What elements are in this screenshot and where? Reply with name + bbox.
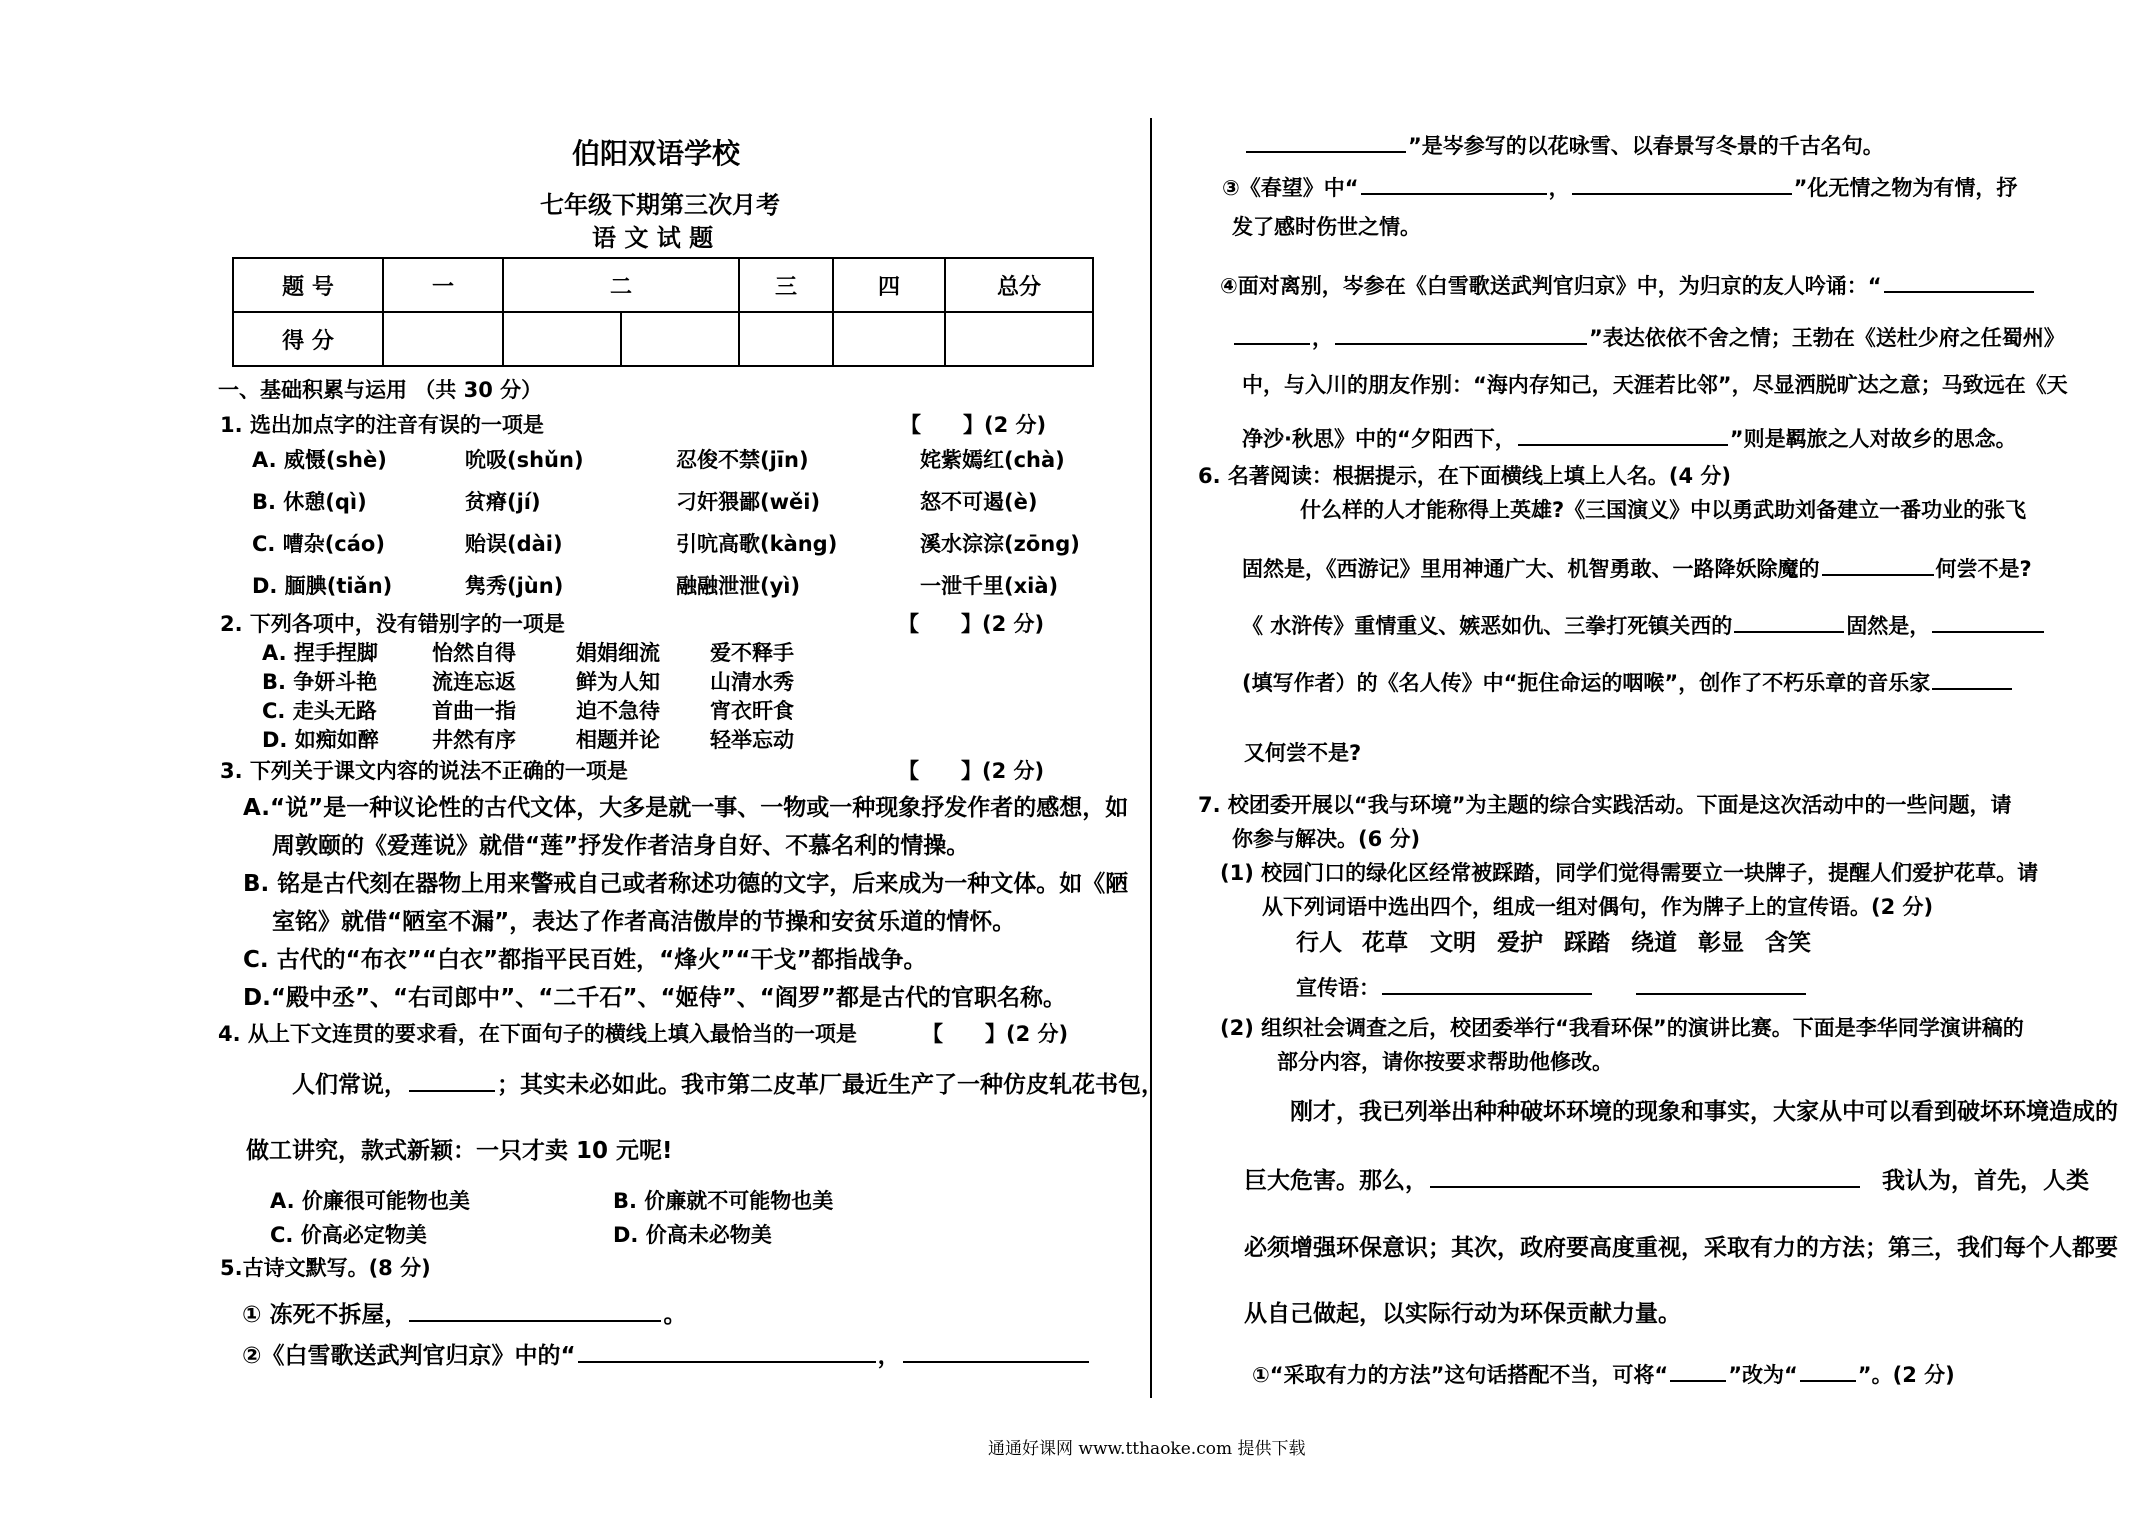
q5-cont-text2: ”化无情之物为有情，抒 bbox=[1793, 176, 2018, 200]
q5-blank-5[interactable] bbox=[1361, 175, 1547, 195]
q1-option-d2: 隽秀(jùn) bbox=[465, 574, 564, 598]
q7-fix-blank-1[interactable] bbox=[1670, 1362, 1726, 1382]
q3-option-c: C. 古代的“布衣”“白衣”都指平民百姓，“烽火”“干戈”都指战争。 bbox=[243, 947, 927, 973]
q6-line4 bbox=[1242, 670, 2014, 694]
q1-option-b2: 贫瘠(jí) bbox=[465, 490, 541, 514]
q6-blank-1[interactable] bbox=[1822, 556, 1934, 576]
q7-word-5: 踩踏 bbox=[1564, 930, 1610, 956]
q5-line2-comma: ， bbox=[877, 1343, 901, 1369]
q4-sentence-rest: ；其实未必如此。我市第二皮革厂最近生产了一种仿皮轧花书包， bbox=[497, 1072, 1164, 1098]
q5-blank-4[interactable] bbox=[1246, 133, 1406, 153]
q3-option-b-line2: 室铭》就借“陋室不漏”，表达了作者高洁傲岸的节操和安贫乐道的情怀。 bbox=[272, 909, 1016, 935]
q7-speech-line2 bbox=[1244, 1168, 2089, 1193]
q6-line3 bbox=[1242, 613, 2046, 637]
q1-option-a2: 吮吸(shǔn) bbox=[465, 448, 584, 472]
q7-speech-text2: 巨大危害。那么， bbox=[1244, 1168, 1428, 1194]
score-label: 得 分 bbox=[233, 312, 383, 366]
q7-speech-text2b: 我认为，首先，人类 bbox=[1882, 1168, 2089, 1194]
subject-title: 语 文 试 题 bbox=[592, 224, 714, 252]
q7-word-7: 彰显 bbox=[1698, 930, 1744, 956]
q5-line1-end: 。 bbox=[663, 1302, 687, 1328]
q5-cont-text1: ”是岑参写的以花咏雪、以春景写冬景的千古名句。 bbox=[1408, 134, 1884, 158]
q6-text2b: 何尝不是? bbox=[1935, 557, 2032, 581]
q2-option-c1: C. 走头无路 bbox=[262, 699, 377, 723]
q5-line2 bbox=[242, 1343, 1091, 1368]
q1-answer-bracket[interactable]: 【 】(2 分) bbox=[900, 413, 1047, 437]
score-cell-4: 四 bbox=[833, 258, 945, 312]
q1-option-d4: 一泄千里(xià) bbox=[920, 574, 1059, 598]
q2-option-d1: D. 如痴如醉 bbox=[262, 728, 379, 752]
q2-option-a4: 爱不释手 bbox=[710, 641, 794, 665]
q2-option-d4: 轻举忘动 bbox=[710, 728, 794, 752]
q7-slogan-blank-2[interactable] bbox=[1636, 975, 1806, 995]
q7-word-8: 含笑 bbox=[1765, 930, 1811, 956]
q5-cont-line2 bbox=[1222, 175, 2017, 199]
q1-stem: 1. 选出加点字的注音有误的一项是 bbox=[220, 413, 544, 437]
q7-word-6: 绕道 bbox=[1631, 930, 1677, 956]
q2-answer-bracket[interactable]: 【 】(2 分) bbox=[898, 612, 1045, 636]
q2-option-d2: 井然有序 bbox=[432, 728, 516, 752]
q7-speech-blank[interactable] bbox=[1430, 1168, 1860, 1188]
q7-stem-line1: 7. 校团委开展以“我与环境”为主题的综合实践活动。下面是这次活动中的一些问题，请 bbox=[1198, 793, 2012, 817]
q5-cont-line4 bbox=[1220, 273, 2036, 297]
score-table-header-row bbox=[233, 258, 1093, 312]
q5-line2-prompt: ②《白雪歌送武判官归京》中的“ bbox=[242, 1343, 576, 1369]
q4-sentence-line2: 做工讲究，款式新颖：一只才卖 10 元呢! bbox=[246, 1138, 673, 1164]
q7-word-4: 爱护 bbox=[1497, 930, 1543, 956]
section1-heading: 一、基础积累与运用 （共 30 分） bbox=[218, 378, 543, 402]
q2-option-b1: B. 争妍斗艳 bbox=[262, 670, 378, 694]
score-field-1[interactable] bbox=[383, 312, 503, 366]
q7-slogan-line bbox=[1296, 975, 1808, 999]
q6-text3b: 固然是， bbox=[1846, 614, 1931, 638]
q6-stem: 6. 名著阅读：根据提示，在下面横线上填上人名。(4 分) bbox=[1198, 464, 1732, 488]
q6-text3: 《 水浒传》重情重义、嫉恶如仇、三拳打死镇关西的 bbox=[1242, 614, 1733, 638]
q5-line1 bbox=[242, 1302, 686, 1327]
school-name: 伯阳双语学校 bbox=[572, 137, 741, 170]
q5-cont-line1 bbox=[1244, 133, 1884, 157]
q7-part1-line1: (1) 校园门口的绿化区经常被踩踏，同学们觉得需要立一块牌子，提醒人们爱护花草。请 bbox=[1220, 861, 2039, 885]
q6-blank-4[interactable] bbox=[1932, 670, 2012, 690]
q7-slogan-label: 宣传语： bbox=[1296, 976, 1380, 1000]
q7-word-3: 文明 bbox=[1430, 930, 1476, 956]
q2-option-b4: 山清水秀 bbox=[710, 670, 794, 694]
q7-word-1: 行人 bbox=[1296, 930, 1342, 956]
q7-fix-line bbox=[1252, 1362, 1955, 1386]
q5-cont-line5 bbox=[1232, 325, 2065, 349]
score-field-2a[interactable] bbox=[503, 312, 621, 366]
score-field-3[interactable] bbox=[739, 312, 833, 366]
q4-option-b: B. 价廉就不可能物也美 bbox=[613, 1189, 834, 1213]
q2-option-a3: 娟娟细流 bbox=[576, 641, 660, 665]
q5-blank-6[interactable] bbox=[1572, 175, 1792, 195]
q7-fix-blank-2[interactable] bbox=[1800, 1362, 1856, 1382]
q4-blank[interactable] bbox=[409, 1072, 495, 1092]
q2-option-c2: 首曲一指 bbox=[432, 699, 516, 723]
q5-stem: 5.古诗文默写。(8 分) bbox=[220, 1256, 431, 1280]
q1-option-c4: 溪水淙淙(zōng) bbox=[920, 532, 1080, 556]
q2-option-b3: 鲜为人知 bbox=[576, 670, 660, 694]
exam-title: 七年级下期第三次月考 bbox=[540, 191, 780, 219]
q1-option-c3: 引吭高歌(kàng) bbox=[676, 532, 838, 556]
q4-answer-bracket[interactable]: 【 】(2 分) bbox=[922, 1022, 1069, 1046]
q4-stem: 4. 从上下文连贯的要求看，在下面句子的横线上填入最恰当的一项是 bbox=[218, 1022, 857, 1046]
q1-option-d1: D. 腼腆(tiǎn) bbox=[252, 574, 393, 598]
q7-fix-text3: ”。(2 分) bbox=[1857, 1363, 1955, 1387]
q5-blank-3[interactable] bbox=[903, 1343, 1089, 1363]
q1-option-a4: 姹紫嫣红(chà) bbox=[920, 448, 1065, 472]
q1-option-a1: A. 威慑(shè) bbox=[252, 448, 387, 472]
q7-part1-line2: 从下列词语中选出四个，组成一组对偶句，作为牌子上的宣传语。(2 分) bbox=[1262, 895, 1934, 919]
q4-option-a: A. 价廉很可能物也美 bbox=[270, 1189, 470, 1213]
q1-option-b3: 刁奸猥鄙(wěi) bbox=[676, 490, 821, 514]
q6-line5: 又何尝不是? bbox=[1244, 741, 1362, 765]
q3-option-a-line1: A.“说”是一种议论性的古代文体，大多是就一事、一物或一种现象抒发作者的感想，如 bbox=[243, 795, 1129, 821]
q7-part2-line1: (2) 组织社会调查之后，校团委举行“我看环保”的演讲比赛。下面是李华同学演讲稿的 bbox=[1220, 1016, 2024, 1040]
q5-cont-line3: 发了感时伤世之情。 bbox=[1232, 215, 1421, 239]
q3-option-d: D.“殿中丞”、“右司郎中”、“二千石”、“姬侍”、“阎罗”都是古代的官职名称。 bbox=[243, 985, 1066, 1011]
q5-cont-text5: ”表达依依不舍之情；王勃在《送杜少府之任蜀州》 bbox=[1589, 326, 2065, 350]
q5-cont-line7 bbox=[1242, 426, 2017, 450]
q6-line2 bbox=[1242, 556, 2032, 580]
q1-option-b4: 怒不可遏(è) bbox=[920, 490, 1038, 514]
score-cell-1: 一 bbox=[383, 258, 503, 312]
q7-part2-line2: 部分内容，请你按要求帮助他修改。 bbox=[1277, 1050, 1613, 1074]
q1-option-c1: C. 嘈杂(cáo) bbox=[252, 532, 385, 556]
footer-source: 通通好课网 www.tthaoke.com 提供下载 bbox=[988, 1439, 1306, 1459]
q2-option-a2: 怡然自得 bbox=[432, 641, 516, 665]
q6-line1: 什么样的人才能称得上英雄?《三国演义》中以勇武助刘备建立一番功业的张飞 bbox=[1300, 498, 2027, 522]
q5-cont-comma2: ， bbox=[1548, 176, 1570, 200]
q6-blank-3[interactable] bbox=[1932, 613, 2044, 633]
q7-word-2: 花草 bbox=[1362, 930, 1408, 956]
q1-option-b1: B. 休憩(qì) bbox=[252, 490, 367, 514]
q5-cont-comma5: ， bbox=[1312, 326, 1333, 350]
q4-option-d: D. 价高未必物美 bbox=[613, 1223, 772, 1247]
q5-blank-10[interactable] bbox=[1518, 426, 1728, 446]
q3-stem: 3. 下列关于课文内容的说法不正确的一项是 bbox=[220, 759, 628, 783]
q4-option-c: C. 价高必定物美 bbox=[270, 1223, 427, 1247]
q4-sentence-start: 人们常说， bbox=[292, 1072, 407, 1098]
q5-line1-prompt: ① 冻死不拆屋， bbox=[242, 1302, 408, 1328]
score-table bbox=[232, 257, 1094, 367]
q5-blank-8[interactable] bbox=[1234, 325, 1310, 345]
score-cell-total: 总分 bbox=[945, 258, 1093, 312]
q3-option-b-line1: B. 铭是古代刻在器物上用来警戒自己或者称述功德的文字，后来成为一种文体。如《陋 bbox=[243, 871, 1129, 897]
q6-blank-2[interactable] bbox=[1734, 613, 1844, 633]
q5-cont-text4: ④面对离别，岑参在《白雪歌送武判官归京》中，为归京的友人吟诵：“ bbox=[1220, 274, 1882, 298]
q4-sentence-line1 bbox=[292, 1072, 1164, 1097]
q5-blank-2[interactable] bbox=[578, 1343, 876, 1363]
score-field-total[interactable] bbox=[945, 312, 1093, 366]
q7-slogan-blank-1[interactable] bbox=[1382, 975, 1592, 995]
q2-option-c3: 迫不急待 bbox=[576, 699, 660, 723]
q7-speech-line4: 从自己做起，以实际行动为环保贡献力量。 bbox=[1244, 1301, 1681, 1327]
q5-cont-prompt7: 净沙·秋思》中的“夕阳西下， bbox=[1242, 427, 1516, 451]
q7-speech-line1: 刚才，我已列举出种种破坏环境的现象和事实，大家从中可以看到破坏环境造成的 bbox=[1290, 1099, 2118, 1125]
q5-blank-7[interactable] bbox=[1884, 273, 2034, 293]
q6-text2: 固然是，《西游记》里用神通广大、机智勇敢、一路降妖除魔的 bbox=[1242, 557, 1820, 581]
q5-cont-line6: 中，与入川的朋友作别：“海内存知己，天涯若比邻”，尽显洒脱旷达之意；马致远在《天 bbox=[1242, 373, 2068, 397]
score-cell-label: 题 号 bbox=[233, 258, 383, 312]
q2-option-a1: A. 捏手捏脚 bbox=[262, 641, 378, 665]
column-divider bbox=[1150, 118, 1152, 1398]
q5-cont-text7: ”则是羁旅之人对故乡的思念。 bbox=[1729, 427, 2017, 451]
q3-option-a-line2: 周敦颐的《爱莲说》就借“莲”抒发作者洁身自好、不慕名利的情操。 bbox=[272, 833, 970, 859]
q7-fix-text2: ”改为“ bbox=[1728, 1363, 1798, 1387]
q1-option-c2: 贻误(dài) bbox=[465, 532, 563, 556]
q5-blank-9[interactable] bbox=[1335, 325, 1587, 345]
q7-speech-line3: 必须增强环保意识；其次，政府要高度重视，采取有力的方法；第三，我们每个人都要 bbox=[1244, 1235, 2118, 1261]
q7-stem-line2: 你参与解决。(6 分) bbox=[1232, 827, 1421, 851]
q3-answer-bracket[interactable]: 【 】(2 分) bbox=[898, 759, 1045, 783]
q2-option-b2: 流连忘返 bbox=[432, 670, 516, 694]
score-field-2b[interactable] bbox=[621, 312, 739, 366]
q5-blank-1[interactable] bbox=[409, 1302, 661, 1322]
score-table-score-row bbox=[233, 312, 1093, 366]
q5-cont-prompt2: ③《春望》中“ bbox=[1222, 176, 1359, 200]
q7-fix-text1: ①“采取有力的方法”这句话搭配不当，可将“ bbox=[1252, 1363, 1669, 1387]
score-cell-2: 二 bbox=[503, 258, 739, 312]
q1-option-d3: 融融泄泄(yì) bbox=[676, 574, 801, 598]
q2-option-c4: 宵衣旰食 bbox=[710, 699, 794, 723]
q2-option-d3: 相题并论 bbox=[576, 728, 660, 752]
q1-option-a3: 忍俊不禁(jīn) bbox=[676, 448, 809, 472]
q2-stem: 2. 下列各项中，没有错别字的一项是 bbox=[220, 612, 565, 636]
score-field-4[interactable] bbox=[833, 312, 945, 366]
score-cell-3: 三 bbox=[739, 258, 833, 312]
q6-text4: (填写作者）的《名人传》中“扼住命运的咽喉”，创作了不朽乐章的音乐家 bbox=[1242, 671, 1931, 695]
